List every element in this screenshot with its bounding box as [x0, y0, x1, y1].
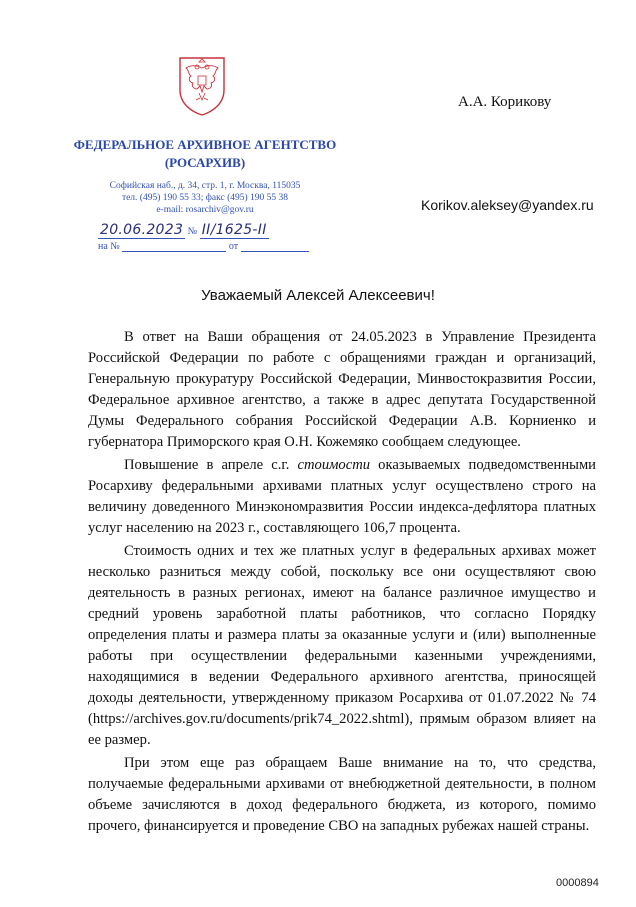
agency-contacts [80, 180, 330, 216]
agency-name: ФЕДЕРАЛЬНОЕ АРХИВНОЕ АГЕНТСТВО [73, 137, 337, 152]
registration-number: II/1625-II [201, 222, 267, 238]
letter-body [88, 327, 596, 839]
reference-prefix: на № [98, 241, 120, 252]
agency-short-name: (РОСАРХИВ) [164, 155, 246, 170]
paragraph-4: При этом еще раз обращаем Ваше внимание на то, что средства, получаемые федеральными архивами от внебюджетной деятельности, в полном объеме зачисляются в доход федерального бюджета, из которого, помимо прочего, финансируется и проведение СВО на западных рубежах нашей страны. [88, 755, 596, 834]
reference-date-blank [241, 240, 309, 252]
coat-of-arms-emblem [176, 56, 228, 116]
reference-from: от [228, 241, 239, 252]
agency-header [44, 136, 366, 172]
agency-phone: тел. (495) 190 55 33; факс (495) 190 55 38 [121, 193, 289, 203]
paragraph-1: В ответ на Ваши обращения от 24.05.2023 в Управление Президента Российской Федерации по работе с обращениями граждан и организаций, Генеральную прокуратуру Российской Федерации, Минвостокразвития России, Федеральное архивное агентство, а также в адрес депутата Государственной Думы Федерального собрания Российской Федерации А.В. Корниенко и губернатора Приморского края О.Н. Кожемяко сообщаем следующее. [88, 329, 596, 450]
recipient-email: Korikov.aleksey@yandex.ru [421, 197, 594, 213]
salutation: Уважаемый Алексей Алексеевич! [201, 287, 435, 304]
paragraph-3: Стоимость одних и тех же платных услуг в федеральных архивах может несколько разниться между собой, поскольку все они осуществляют свою деятельность в разных регионах, имеют на балансе различное имущество и средний уровень заработной платы работников, что согласно Порядку определения платы и размера платы за оказанные услуги и (или) выполненные работы при осуществлении федеральными казенными учреждениями, находящимися в ведении Федерального архивного агентства, приносящей доходы деятельности, утвержденному приказом Росархива от 01.07.2022 № 74 (https://archives.gov.ru/documents/prik74_2022.shtml), прямым образом влияет на ее размер. [88, 543, 596, 748]
paragraph-2-end: оказываемых подведомственными Росархиву федеральными архивами платных услуг осуществлено строго на величину доведенного Минэкономразвития России индекса-дефлятора платных услуг населению на 2023 г., составляющего 106,7 процента. [88, 457, 596, 536]
agency-address: Софийская наб., д. 34, стр. 1, г. Москва, 115035 [109, 181, 301, 191]
paragraph-2-emphasis: стоимости [297, 457, 371, 473]
registration-date: 20.06.2023 [100, 222, 184, 238]
reference-line [98, 240, 309, 252]
number-sign: № [187, 226, 198, 237]
registration-line [98, 222, 269, 239]
agency-email: e-mail: rosarchiv@gov.ru [156, 205, 254, 215]
paragraph-2 [88, 455, 596, 539]
paragraph-2-start: Повышение в апреле с.г. [124, 457, 298, 473]
page-number: 0000894 [556, 877, 599, 889]
reference-number-blank [122, 240, 226, 252]
recipient-name: А.А. Корикову [458, 94, 552, 110]
